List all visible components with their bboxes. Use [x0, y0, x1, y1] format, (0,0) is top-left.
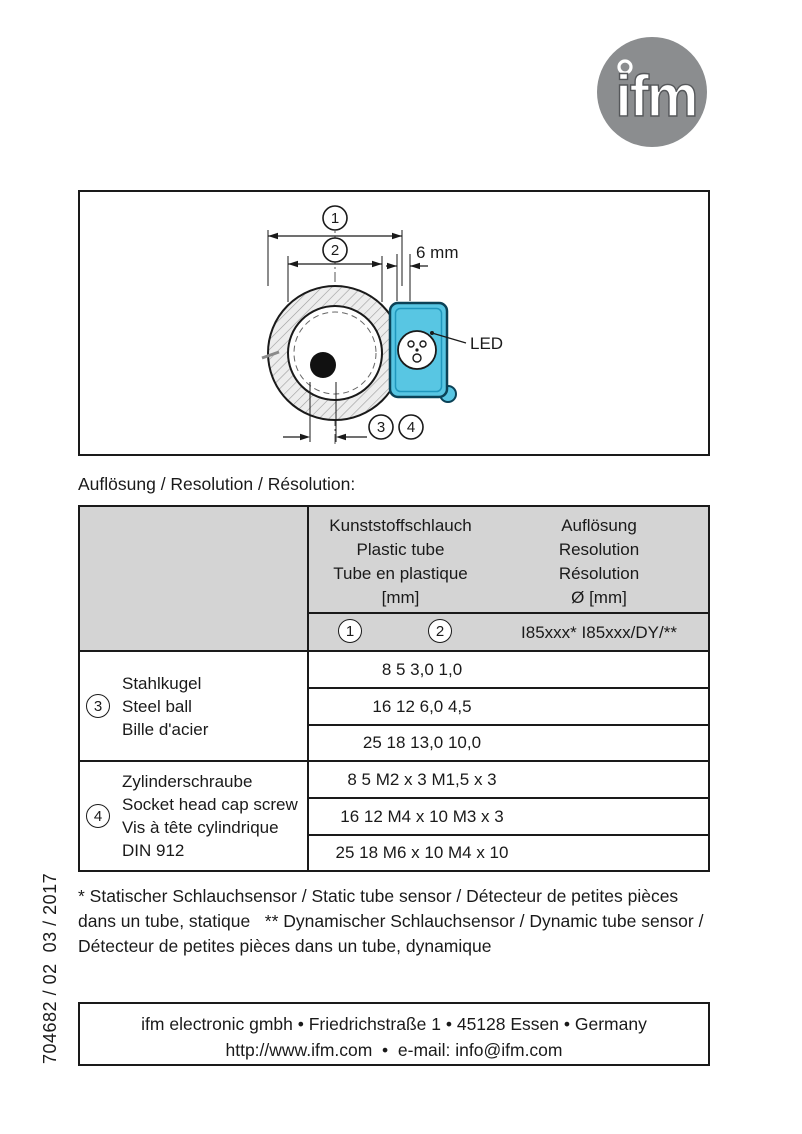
tube-header-line: Kunststoffschlauch [329, 516, 472, 535]
table-row: 25 18 M6 x 10 M4 x 10 [335, 843, 509, 862]
callout-4-table-label: 4 [93, 807, 103, 825]
svg-text:4: 4 [406, 419, 416, 436]
resolution-heading: Auflösung / Resolution / Résolution: [78, 474, 356, 494]
led-label: LED [470, 334, 504, 353]
footnote-line: * Statischer Schlauchsensor / Static tube sensor / Détecteur de petites pièces [78, 886, 679, 906]
callout-4-table-icon [86, 804, 110, 828]
ifm-logo [596, 36, 708, 148]
callout-3-icon [369, 415, 393, 439]
group-label-line: Bille d'acier [122, 719, 209, 739]
steel-ball [310, 352, 336, 378]
document-number: 704682 / 02 03 / 2017 [40, 872, 60, 1064]
footer-web-email: http://www.ifm.com • e-mail: info@ifm.com [225, 1040, 563, 1060]
group-cap-screw-labels [122, 770, 298, 862]
resolution-header-line: Ø [mm] [571, 588, 627, 607]
callout-1-icon [323, 206, 347, 230]
group-label-line: Stahlkugel [122, 673, 202, 693]
tube-subcolumn-1-icon [338, 619, 362, 643]
table-subheader-divider [307, 612, 708, 614]
tube-column-header [309, 514, 492, 610]
tube-inner-circle [288, 306, 382, 400]
group-label-line: Steel ball [122, 696, 192, 716]
tube-subcolumn-2-label: 2 [435, 622, 445, 640]
svg-text:2: 2 [330, 242, 340, 259]
svg-text:3: 3 [376, 419, 386, 436]
sensor-diagram [78, 190, 710, 456]
group-steel-ball [80, 652, 307, 760]
callout-3-table-label: 3 [93, 697, 103, 715]
footnote-line: Détecteur de petites pièces dans un tube, dynamique [78, 936, 492, 956]
dimension-6mm [386, 243, 459, 301]
dim-6mm-label: 6 mm [416, 243, 459, 262]
group-label-line: DIN 912 [122, 841, 185, 860]
tube-header-line: Tube en plastique [333, 564, 468, 583]
resolution-subcolumns: I85xxx* I85xxx/DY/** [521, 623, 677, 642]
table-row: 16 12 M4 x 10 M3 x 3 [340, 806, 504, 826]
table-row: 25 18 13,0 10,0 [362, 733, 482, 752]
callout-3-table-icon [86, 694, 110, 718]
resolution-header-line: Resolution [558, 540, 640, 559]
resolution-header-line: Résolution [558, 564, 640, 583]
resolution-table [78, 505, 710, 872]
logo-text: ifm [615, 64, 697, 129]
resolution-column-header [492, 514, 706, 610]
footer-contact [78, 1002, 710, 1066]
group-label-line: Socket head cap screw [122, 795, 298, 814]
ifm-logo-graphic [596, 36, 708, 148]
callout-4-icon [399, 415, 423, 439]
tube-header-line: Plastic tube [356, 540, 445, 559]
sensor-face-center-dot [415, 348, 418, 351]
callout-2-icon [323, 238, 347, 262]
table-row: 16 12 6,0 4,5 [372, 696, 472, 716]
footnote-line: dans un tube, statique ** Dynamischer Schlauchsensor / Dynamic tube sensor / [78, 911, 704, 931]
group-label-line: Zylinderschraube [122, 772, 253, 791]
footer-address: ifm electronic gmbh • Friedrichstraße 1 • 45128 Essen • Germany [141, 1014, 647, 1034]
resolution-header-line: Auflösung [561, 516, 637, 535]
table-row: 8 5 3,0 1,0 [381, 659, 463, 679]
tube-subcolumn-2-icon [428, 619, 452, 643]
svg-text:1: 1 [330, 210, 340, 227]
group-steel-ball-labels [122, 672, 208, 741]
led-dot [430, 331, 434, 335]
footnote [78, 884, 703, 959]
table-row: 8 5 M2 x 3 M1,5 x 3 [347, 769, 497, 789]
group-cap-screw [80, 762, 307, 870]
tube-subcolumn-1-label: 1 [345, 622, 355, 640]
tube-header-line: [mm] [381, 588, 420, 607]
group-label-line: Vis à tête cylindrique [122, 818, 279, 837]
